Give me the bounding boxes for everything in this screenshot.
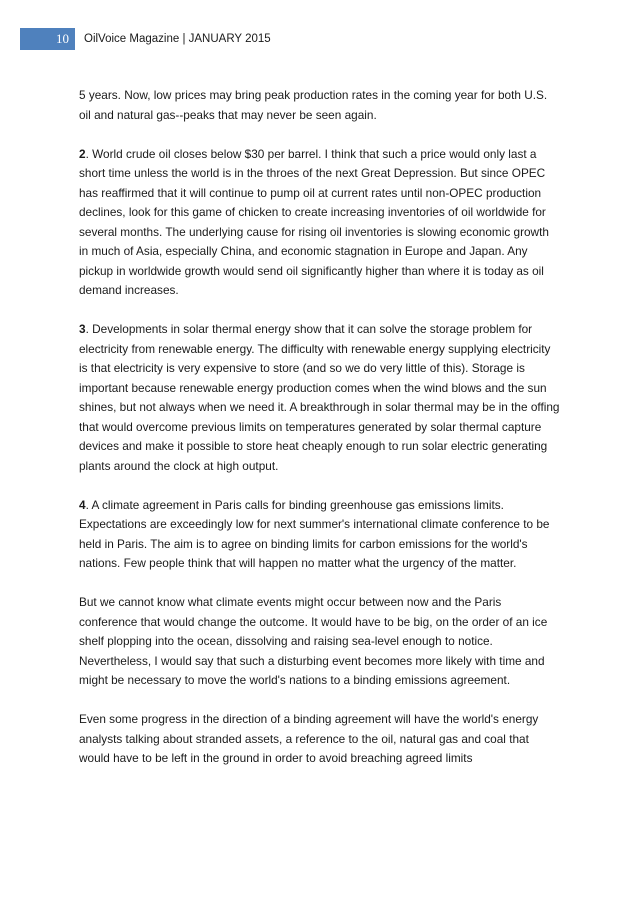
item-number: 2 xyxy=(79,146,86,161)
paragraph-item-2 xyxy=(79,145,561,301)
paragraph-continuation xyxy=(79,86,561,125)
paragraph-item-4 xyxy=(79,496,561,574)
paragraph-text: . World crude oil closes below $30 per barrel. I think that such a price would only last a short time unless the world is in the throes of the next Great Depression. But since OPEC has reaffirmed that it will continue to pump oil at current rates until non-OPEC production declines, look for this game of chicken to create increasing inventories of oil worldwide for several months. The underlying cause for rising oil inventories is slowing economic growth in much of Asia, especially China, and economic stagnation in Europe and Japan. Any pickup in worldwide growth would send oil significantly higher than where it is today as oil demand increases. xyxy=(79,146,549,297)
paragraph-climate-events xyxy=(79,593,561,691)
page-number: 10 xyxy=(20,28,75,50)
paragraph-text: . A climate agreement in Paris calls for binding greenhouse gas emissions limits. Expectations are exceedingly low for next summer's international climate conference to be held in Paris. The aim is to agree on binding limits for carbon emissions for the world's nations. Few people think that will happen no matter what the urgency of the matter. xyxy=(79,497,550,570)
paragraph-text: . Developments in solar thermal energy show that it can solve the storage problem for electricity from renewable energy. The difficulty with renewable energy supplying electricity is that electricity is very expensive to store (and so we do very little of this). Storage is important because renewable energy production comes when the wind blows and the sun shines, but not always when we need it. A breakthrough in solar thermal may be in the offing that would overcome previous limits on temperatures generated by solar thermal capture devices and make it possible to store heat cheaply enough to run solar electric generating plants around the clock at high output. xyxy=(79,322,560,473)
paragraph-item-3 xyxy=(79,320,561,476)
page-header xyxy=(0,28,638,50)
magazine-title: OilVoice Magazine | JANUARY 2015 xyxy=(84,33,271,45)
item-number: 3 xyxy=(79,322,86,336)
paragraph-text: But we cannot know what climate events might occur between now and the Paris conference that would change the outcome. It would have to be big, on the order of an ice shelf plopping into the ocean, dissolving and raising sea-level enough to notice. Nevertheless, I would say that such a disturbing event becomes more likely with time and might be necessary to move the world's nations to a binding emissions agreement. xyxy=(79,595,548,687)
article-body xyxy=(79,86,561,788)
paragraph-stranded-assets xyxy=(79,710,561,769)
paragraph-text: Even some progress in the direction of a binding agreement will have the world's energy analysts talking about stranded assets, a reference to the oil, natural gas and coal that would have to be left in the ground in order to avoid breaching agreed limits xyxy=(79,712,539,765)
paragraph-text: 5 years. Now, low prices may bring peak production rates in the coming year for both U.S. oil and natural gas--peaks that may never be seen again. xyxy=(79,88,548,122)
item-number: 4 xyxy=(79,497,86,512)
